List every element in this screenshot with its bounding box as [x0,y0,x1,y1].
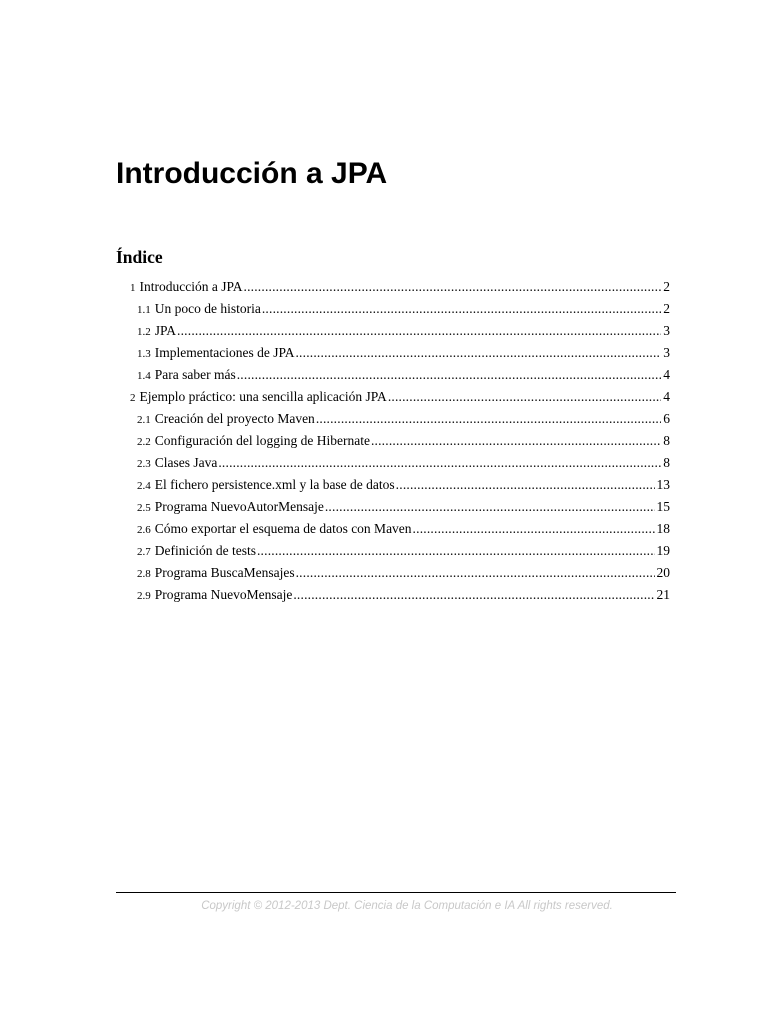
toc-entry[interactable] [137,452,670,474]
toc-entry-number: 2.8 [137,568,151,580]
toc-entry-page-number[interactable]: 3 [663,323,670,338]
toc-entry-title[interactable]: Creación del proyecto Maven [154,411,315,426]
toc-entry[interactable] [137,320,670,342]
toc-entry-page-number[interactable]: 18 [656,521,670,536]
toc-dot-leader [296,562,655,584]
toc-entry-page-number[interactable]: 4 [663,389,670,404]
toc-entry[interactable] [137,562,670,584]
toc-entry-title[interactable]: Introducción a JPA [139,279,243,294]
toc-entry-page-number[interactable]: 3 [663,345,670,360]
toc-entry-number: 2.3 [137,458,151,470]
toc-dot-leader [237,364,662,386]
toc-entry-title[interactable]: Clases Java [154,455,218,470]
toc-dot-leader [316,408,661,430]
toc-entry-page-number[interactable]: 19 [656,543,670,558]
toc-dot-leader [388,386,661,408]
toc-dot-leader [293,584,654,606]
toc-dot-leader [413,518,655,540]
toc-entry[interactable] [137,298,670,320]
toc-entry-number: 1.4 [137,370,151,382]
toc-entry-title[interactable]: Configuración del logging de Hibernate [154,433,370,448]
toc-entry-number: 1.1 [137,304,151,316]
toc-entry-number: 2.7 [137,546,151,558]
toc-entry-title[interactable]: Definición de tests [154,543,256,558]
toc-entry-page-number[interactable]: 2 [663,279,670,294]
toc-entry-title[interactable]: JPA [154,323,177,338]
toc-entry-title[interactable]: Para saber más [154,367,236,382]
toc-entry-number: 2.5 [137,502,151,514]
toc-entry[interactable] [130,276,670,298]
toc-entry-title[interactable]: Un poco de historia [154,301,261,316]
toc-entry[interactable] [137,496,670,518]
toc-entry[interactable] [137,342,670,364]
footer-copyright: Copyright © 2012-2013 Dept. Ciencia de la Computación e IA All rights reserved. [201,900,613,912]
toc-dot-leader [325,496,655,518]
toc-entry-number: 2 [130,392,136,404]
toc-entry-page-number[interactable]: 8 [663,433,670,448]
toc-entry-title[interactable]: Cómo exportar el esquema de datos con Maven [154,521,412,536]
toc-entry[interactable] [137,540,670,562]
toc-entry[interactable] [137,364,670,386]
toc-dot-leader [396,474,655,496]
toc-dot-leader [295,342,661,364]
page-title: Introducción a JPA [116,157,388,190]
toc-entry-page-number[interactable]: 6 [663,411,670,426]
toc-entry-page-number[interactable]: 15 [656,499,670,514]
toc-entry-number: 2.4 [137,480,151,492]
toc-dot-leader [371,430,661,452]
toc-entry[interactable] [137,430,670,452]
toc-entry-title[interactable]: El fichero persistence.xml y la base de datos [154,477,395,492]
toc-entry-title[interactable]: Programa NuevoAutorMensaje [154,499,324,514]
toc-dot-leader [244,276,662,298]
footer-divider [116,892,676,893]
toc-entry-page-number[interactable]: 2 [663,301,670,316]
toc-entry-number: 1.3 [137,348,151,360]
toc-entry-title[interactable]: Programa NuevoMensaje [154,587,293,602]
toc-entry[interactable] [137,584,670,606]
toc-entry-page-number[interactable]: 20 [656,565,670,580]
toc-dot-leader [262,298,661,320]
toc-entry[interactable] [137,408,670,430]
toc-entry-page-number[interactable]: 13 [656,477,670,492]
toc-dot-leader [218,452,661,474]
toc-heading: Índice [116,247,163,267]
toc-entry-number: 2.9 [137,590,151,602]
toc-entry-title[interactable]: Ejemplo práctico: una sencilla aplicación JPA [139,389,387,404]
toc-entry-page-number[interactable]: 4 [663,367,670,382]
toc-entry-number: 1 [130,282,136,294]
toc-entry-number: 1.2 [137,326,151,338]
toc-entry-page-number[interactable]: 8 [663,455,670,470]
toc-entry-number: 2.1 [137,414,151,426]
toc-entry[interactable] [130,386,670,408]
toc-entry[interactable] [137,518,670,540]
toc-entry-number: 2.6 [137,524,151,536]
toc-entry-title[interactable]: Implementaciones de JPA [154,345,295,360]
toc-entry[interactable] [137,474,670,496]
toc-entry-number: 2.2 [137,436,151,448]
toc-dot-leader [257,540,655,562]
toc-entry-title[interactable]: Programa BuscaMensajes [154,565,295,580]
toc-entry-page-number[interactable]: 21 [656,587,670,602]
toc-dot-leader [177,320,661,342]
